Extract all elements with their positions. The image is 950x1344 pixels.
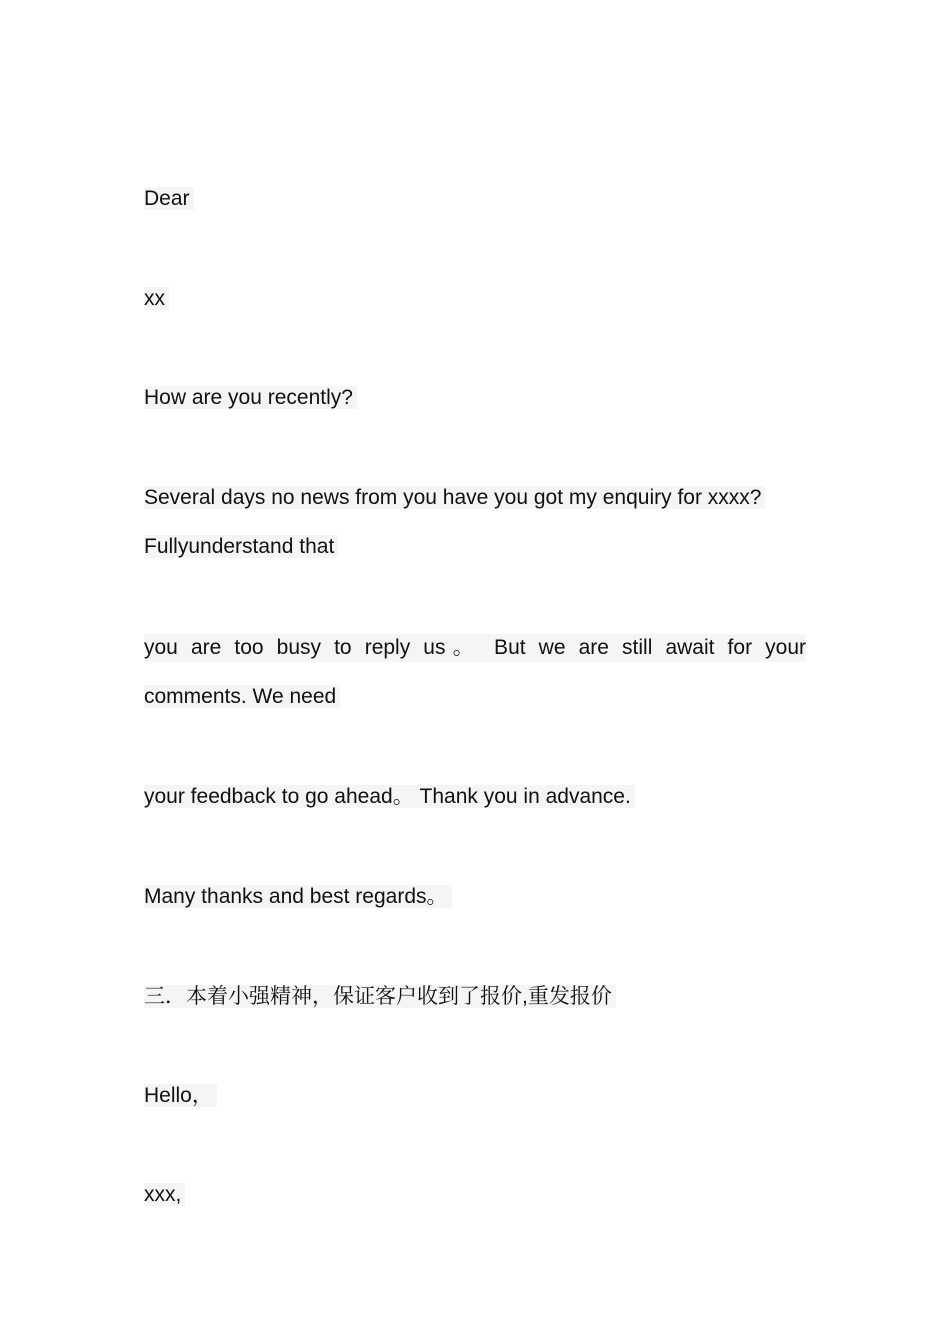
paragraph1-line1-text: Several days no news from you have you got my enquiry for xxxx? xyxy=(144,486,765,509)
greeting-line xyxy=(144,384,357,412)
paragraph2-line2-text: comments. We need xyxy=(144,685,340,708)
paragraph1-line2 xyxy=(144,533,338,561)
letter2-greeting-text: Hello， xyxy=(144,1084,217,1107)
closing-text: Many thanks and best regards。 xyxy=(144,885,452,908)
section-heading xyxy=(144,983,616,1011)
closing-line xyxy=(144,883,452,911)
letter2-recipient-text: xxx, xyxy=(144,1183,185,1206)
greeting-text: How are you recently? xyxy=(144,386,357,409)
recipient-line xyxy=(144,285,169,313)
recipient-text: xx xyxy=(144,287,169,310)
paragraph1-line2-text: Fullyunderstand that xyxy=(144,535,338,558)
paragraph2-line1: you are too busy to reply us。 But we are still await for your xyxy=(144,634,806,662)
salutation-text: Dear xyxy=(144,187,194,210)
letter2-recipient-line xyxy=(144,1181,185,1209)
paragraph3-line1 xyxy=(144,783,635,811)
salutation-line xyxy=(144,185,194,213)
section-heading-text: 三．本着小强精神，保证客户收到了报价,重发报价 xyxy=(144,985,616,1008)
paragraph2-line2 xyxy=(144,683,340,711)
paragraph3-line1-text: your feedback to go ahead。 Thank you in advance. xyxy=(144,785,635,808)
letter2-greeting-line xyxy=(144,1082,217,1110)
paragraph1-line1 xyxy=(144,484,765,512)
